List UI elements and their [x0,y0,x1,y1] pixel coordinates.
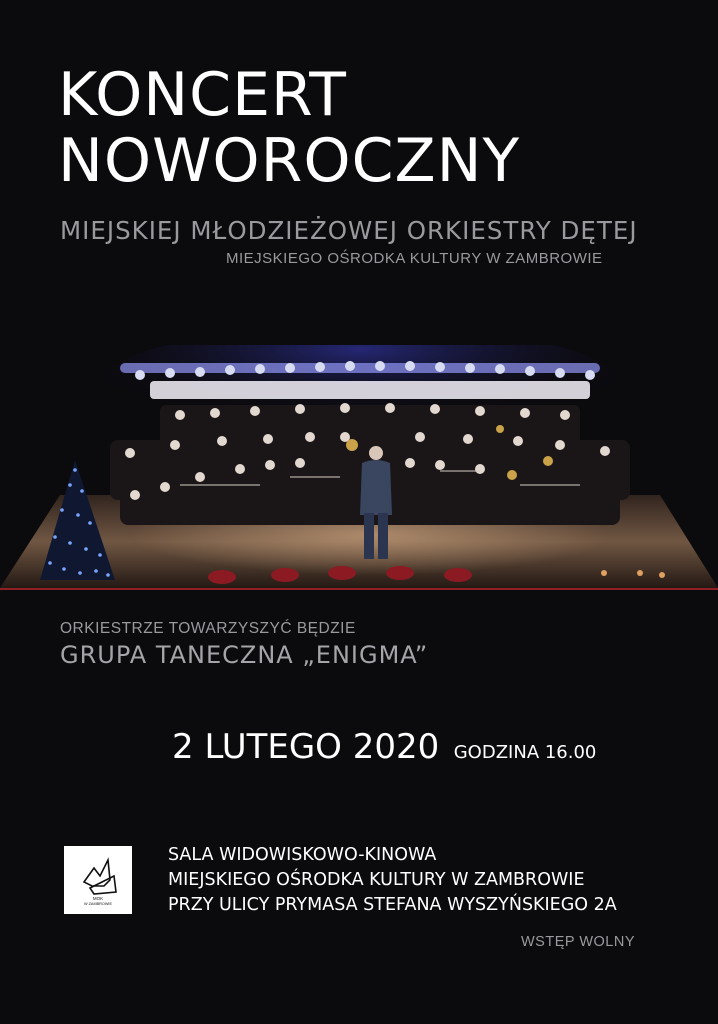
accompaniment-intro: ORKIESTRZE TOWARZYSZYĆ BĘDZIE [60,620,356,637]
subtitle-orchestra: MIEJSKIEJ MŁODZIEŻOWEJ ORKIESTRY DĘTEJ [60,216,638,245]
venue-line-3: PRZY ULICY PRYMASA STEFANA WYSZYŃSKIEGO 2A [168,895,617,915]
venue-line-2: MIEJSKIEGO OŚRODKA KULTURY W ZAMBROWIE [168,870,585,890]
title-line-1: KONCERT [58,60,347,130]
divider-line [0,588,718,590]
entry-info: WSTĘP WOLNY [521,934,635,950]
mok-logo-icon [64,846,132,914]
logo-text-line-1: MOK [92,896,104,901]
subtitle-institution: MIEJSKIEGO OŚRODKA KULTURY W ZAMBROWIE [226,250,603,267]
event-time: GODZINA 16.00 [453,742,597,763]
venue-address [168,843,617,918]
event-datetime [172,727,596,767]
title-line-2: NOWOROCZNY [58,126,521,196]
event-date: 2 LUTEGO 2020 [172,727,440,767]
page-title [58,62,520,194]
logo-text-line-2: W ZAMBROWIE [83,902,113,906]
venue-line-1: SALA WIDOWISKOWO-KINOWA [168,845,437,865]
accompaniment-group: GRUPA TANECZNA „ENIGMA” [60,641,429,669]
orchestra-photo [0,345,718,588]
